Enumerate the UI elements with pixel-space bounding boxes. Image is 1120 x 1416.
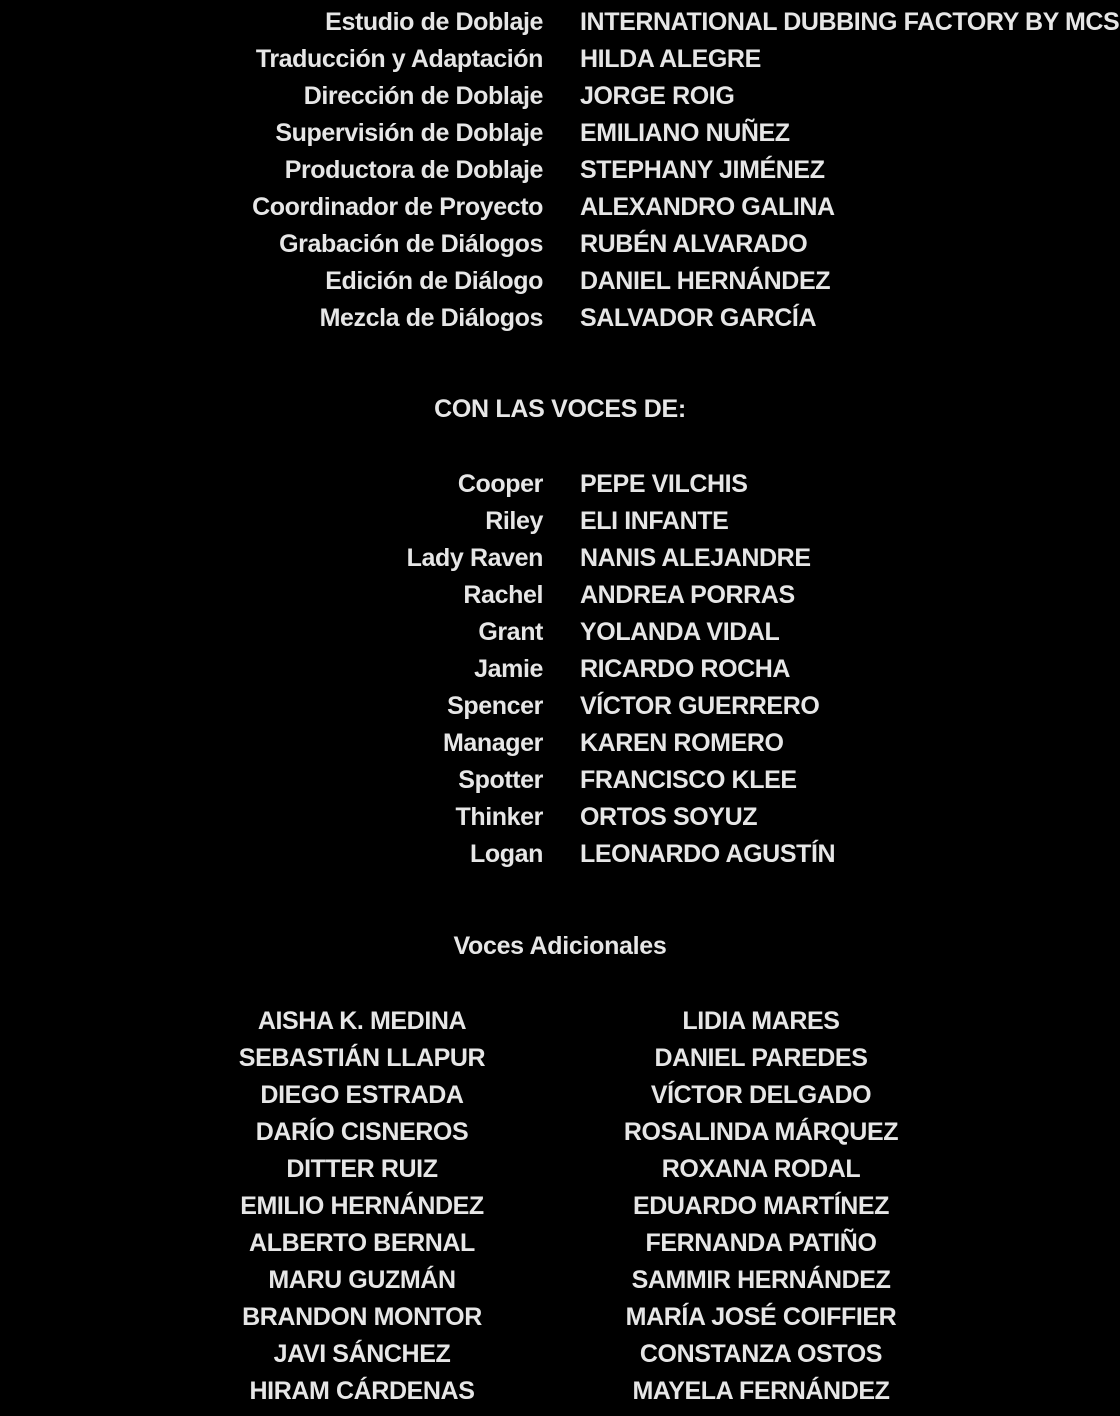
additional-voice-name: BRANDON MONTOR	[242, 1303, 482, 1331]
voice-actor-name: ANDREA PORRAS	[580, 581, 795, 609]
voice-actor-name: PEPE VILCHIS	[580, 470, 748, 498]
voice-actor-name: LEONARDO AGUSTÍN	[580, 840, 836, 868]
additional-voice-name: DITTER RUIZ	[286, 1155, 438, 1183]
crew-row	[0, 189, 1120, 226]
additional-voice-name: JAVI SÁNCHEZ	[273, 1340, 451, 1368]
character-name: Manager	[442, 729, 543, 757]
additional-voice-name: HIRAM CÁRDENAS	[249, 1377, 475, 1405]
crew-name: DANIEL HERNÁNDEZ	[580, 267, 831, 295]
additional-voices-row	[0, 1262, 1120, 1299]
crew-name: HILDA ALEGRE	[580, 45, 761, 73]
character-name: Logan	[470, 840, 543, 868]
additional-voices-row	[0, 1077, 1120, 1114]
crew-name: JORGE ROIG	[580, 82, 735, 110]
character-name: Jamie	[474, 655, 543, 683]
crew-role: Grabación de Diálogos	[279, 230, 543, 258]
voice-actor-name: ELI INFANTE	[580, 507, 729, 535]
voice-actor-name: FRANCISCO KLEE	[580, 766, 797, 794]
additional-voices-row	[0, 1003, 1120, 1040]
additional-voices-row	[0, 1225, 1120, 1262]
crew-name: EMILIANO NUÑEZ	[580, 119, 790, 147]
additional-voices-row	[0, 1114, 1120, 1151]
character-name: Spencer	[447, 692, 543, 720]
additional-voice-name: DARÍO CISNEROS	[255, 1118, 469, 1146]
crew-name: ALEXANDRO GALINA	[580, 193, 835, 221]
additional-voice-name: CONSTANZA OSTOS	[639, 1340, 883, 1368]
cast-row	[0, 614, 1120, 651]
crew-name: RUBÉN ALVARADO	[580, 230, 808, 258]
additional-voice-name: MAYELA FERNÁNDEZ	[632, 1377, 890, 1405]
additional-voices-row	[0, 1336, 1120, 1373]
crew-role: Estudio de Doblaje	[325, 8, 543, 36]
cast-row	[0, 577, 1120, 614]
crew-role: Productora de Doblaje	[284, 156, 543, 184]
additional-voices-row	[0, 1299, 1120, 1336]
additional-voice-name: MARÍA JOSÉ COIFFIER	[625, 1303, 897, 1331]
crew-role: Supervisión de Doblaje	[275, 119, 543, 147]
cast-row	[0, 466, 1120, 503]
additional-voice-name: SEBASTIÁN LLAPUR	[238, 1044, 486, 1072]
additional-voice-name: ROSALINDA MÁRQUEZ	[623, 1118, 899, 1146]
character-name: Riley	[485, 507, 543, 535]
additional-voice-name: MARU GUZMÁN	[268, 1266, 456, 1294]
voice-actor-name: YOLANDA VIDAL	[580, 618, 780, 646]
additional-voice-name: EMILIO HERNÁNDEZ	[240, 1192, 484, 1220]
additional-voices-heading: Voces Adicionales	[453, 932, 667, 960]
crew-row	[0, 4, 1120, 41]
crew-row	[0, 41, 1120, 78]
voices-heading: CON LAS VOCES DE:	[434, 395, 686, 423]
additional-voices-row	[0, 1040, 1120, 1077]
additional-voice-name: SAMMIR HERNÁNDEZ	[631, 1266, 891, 1294]
character-name: Lady Raven	[406, 544, 543, 572]
crew-role: Coordinador de Proyecto	[252, 193, 543, 221]
crew-row	[0, 115, 1120, 152]
crew-role: Dirección de Doblaje	[303, 82, 543, 110]
cast-row	[0, 540, 1120, 577]
voice-actor-name: RICARDO ROCHA	[580, 655, 791, 683]
crew-role: Traducción y Adaptación	[255, 45, 543, 73]
additional-voice-name: EDUARDO MARTÍNEZ	[632, 1192, 890, 1220]
additional-voice-name: FERNANDA PATIÑO	[645, 1229, 877, 1257]
voice-actor-name: KAREN ROMERO	[580, 729, 784, 757]
character-name: Thinker	[455, 803, 543, 831]
character-name: Spotter	[458, 766, 543, 794]
cast-row	[0, 799, 1120, 836]
cast-credits	[0, 466, 1120, 873]
additional-voices-list	[0, 1003, 1120, 1410]
voice-actor-name: NANIS ALEJANDRE	[580, 544, 811, 572]
crew-row	[0, 152, 1120, 189]
cast-row	[0, 503, 1120, 540]
cast-row	[0, 762, 1120, 799]
cast-row	[0, 836, 1120, 873]
additional-voices-row	[0, 1151, 1120, 1188]
cast-row	[0, 725, 1120, 762]
crew-row	[0, 78, 1120, 115]
crew-name: STEPHANY JIMÉNEZ	[580, 156, 825, 184]
crew-row	[0, 300, 1120, 337]
additional-voice-name: ALBERTO BERNAL	[249, 1229, 475, 1257]
crew-role: Mezcla de Diálogos	[319, 304, 543, 332]
crew-name: INTERNATIONAL DUBBING FACTORY BY MCS	[580, 8, 1120, 36]
additional-voice-name: VÍCTOR DELGADO	[650, 1081, 872, 1109]
crew-role: Edición de Diálogo	[325, 267, 543, 295]
cast-row	[0, 651, 1120, 688]
character-name: Grant	[478, 618, 543, 646]
crew-row	[0, 226, 1120, 263]
crew-name: SALVADOR GARCÍA	[580, 304, 817, 332]
crew-credits	[0, 4, 1120, 337]
additional-voice-name: AISHA K. MEDINA	[257, 1007, 467, 1035]
cast-row	[0, 688, 1120, 725]
voice-actor-name: VÍCTOR GUERRERO	[580, 692, 820, 720]
character-name: Rachel	[463, 581, 543, 609]
character-name: Cooper	[457, 470, 543, 498]
additional-voice-name: DANIEL PAREDES	[654, 1044, 868, 1072]
additional-voices-row	[0, 1373, 1120, 1410]
additional-voices-row	[0, 1188, 1120, 1225]
additional-voice-name: ROXANA RODAL	[661, 1155, 861, 1183]
crew-row	[0, 263, 1120, 300]
additional-voice-name: DIEGO ESTRADA	[260, 1081, 464, 1109]
voice-actor-name: ORTOS SOYUZ	[580, 803, 758, 831]
additional-voice-name: LIDIA MARES	[682, 1007, 840, 1035]
